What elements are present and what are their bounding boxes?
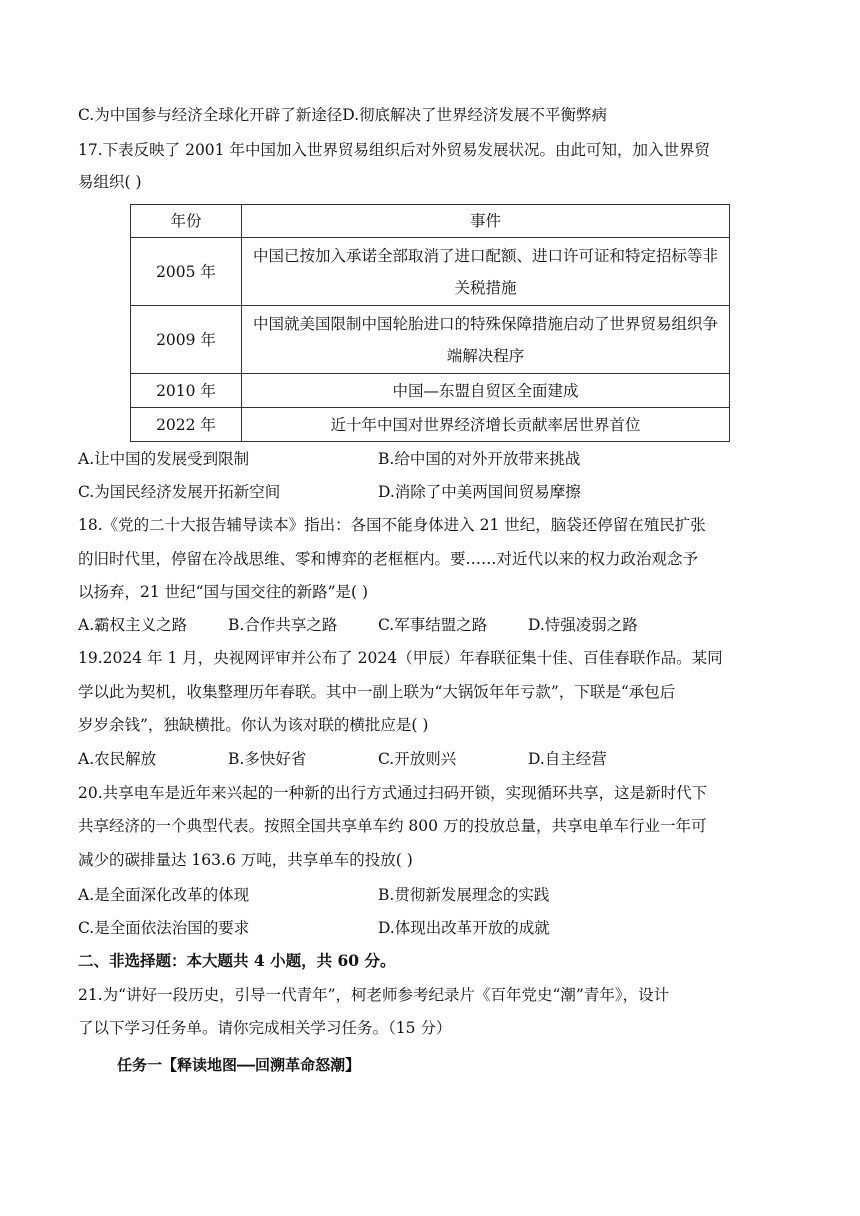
q17-stem-line2: 易组织( ) — [78, 173, 142, 191]
q19-option-d[interactable]: D.自主经营 — [528, 750, 607, 768]
table-row — [131, 374, 730, 408]
q16-option-c: C.为中国参与经济全球化开辟了新途径 — [78, 106, 343, 124]
q18-option-a[interactable]: A.霸权主义之路 — [78, 616, 188, 634]
q19-stem-line3: 岁岁余钱”，独缺横批。你认为该对联的横批应是( ) — [78, 716, 429, 734]
table-row — [131, 306, 730, 374]
table-row — [131, 408, 730, 442]
table-cell-year: 2022 年 — [131, 408, 242, 442]
q20-stem-line3: 减少的碳排量达 163.6 万吨，共享单车的投放( ) — [78, 851, 413, 869]
table-cell-year: 2005 年 — [131, 238, 242, 306]
table-cell-year: 2010 年 — [131, 374, 242, 408]
table-cell-event: 近十年中国对世界经济增长贡献率居世界首位 — [242, 408, 730, 442]
q20-option-c[interactable]: C.是全面依法治国的要求 — [78, 919, 250, 937]
q19-option-b[interactable]: B.多快好省 — [228, 750, 307, 768]
q18-stem-line2: 的旧时代里，停留在冷战思维、零和博弈的老框框内。要……对近代以来的权力政治观念予 — [78, 550, 699, 568]
q20-option-a[interactable]: A.是全面深化改革的体现 — [78, 886, 250, 904]
q17-stem-line1: 17.下表反映了 2001 年中国加入世界贸易组织后对外贸易发展状况。由此可知，加入世界贸 — [78, 141, 710, 159]
q16-options-cd — [78, 105, 798, 125]
q19-option-c[interactable]: C.开放则兴 — [378, 750, 457, 768]
q18-option-d[interactable]: D.恃强凌弱之路 — [528, 616, 638, 634]
q20-stem-line1: 20.共享电车是近年来兴起的一种新的出行方式通过扫码开锁，实现循环共享，这是新时代下 — [78, 784, 708, 802]
q20-option-b[interactable]: B.贯彻新发展理念的实践 — [378, 886, 550, 904]
q21-task1-heading: 任务一【释读地图——回溯革命怒潮】 — [117, 1056, 361, 1074]
q17-table — [130, 204, 730, 442]
table-cell-event: 中国已按加入承诺全部取消了进口配额、进口许可证和特定招标等非关税措施 — [242, 238, 730, 306]
table-header-row — [131, 205, 730, 238]
q19-option-a[interactable]: A.农民解放 — [78, 750, 157, 768]
table-header-year: 年份 — [131, 205, 242, 238]
q17-option-c[interactable]: C.为国民经济发展开拓新空间 — [78, 483, 281, 501]
q17-option-d[interactable]: D.消除了中美两国间贸易摩擦 — [378, 483, 581, 501]
q16-option-d: D.彻底解决了世界经济发展不平衡弊病 — [342, 106, 608, 124]
q19-stem-line2: 学以此为契机，收集整理历年春联。其中一副上联为“大锅饭年年亏款”，下联是“承包后 — [78, 683, 676, 701]
q18-option-b[interactable]: B.合作共享之路 — [228, 616, 338, 634]
q17-option-a[interactable]: A.让中国的发展受到限制 — [78, 450, 250, 468]
q18-option-c[interactable]: C.军事结盟之路 — [378, 616, 488, 634]
q18-stem-line1: 18.《党的二十大报告辅导读本》指出：各国不能身体进入 21 世纪，脑袋还停留在殖民扩张 — [78, 516, 706, 534]
table-header-event: 事件 — [242, 205, 730, 238]
q17-option-b[interactable]: B.给中国的对外开放带来挑战 — [378, 450, 581, 468]
table-row — [131, 238, 730, 306]
table-cell-event: 中国—东盟自贸区全面建成 — [242, 374, 730, 408]
q20-stem-line2: 共享经济的一个典型代表。按照全国共享单车约 800 万的投放总量，共享电单车行业一年可 — [78, 817, 707, 835]
q21-stem-line1: 21.为“讲好一段历史，引导一代青年”，柯老师参考纪录片《百年党史“潮”青年》，设计 — [78, 986, 670, 1004]
table-cell-event: 中国就美国限制中国轮胎进口的特殊保障措施启动了世界贸易组织争端解决程序 — [242, 306, 730, 374]
q18-stem-line3: 以扬弃，21 世纪“国与国交往的新路”是( ) — [78, 583, 369, 601]
q20-option-d[interactable]: D.体现出改革开放的成就 — [378, 919, 550, 937]
section-heading: 二、非选择题：本大题共 4 小题，共 60 分。 — [78, 951, 396, 970]
q21-stem-line2: 了以下学习任务单。请你完成相关学习任务。（15 分） — [78, 1019, 452, 1037]
table-cell-year: 2009 年 — [131, 306, 242, 374]
q19-stem-line1: 19.2024 年 1 月，央视网评审并公布了 2024（甲辰）年春联征集十佳、百佳春联作品。某同 — [78, 649, 723, 667]
